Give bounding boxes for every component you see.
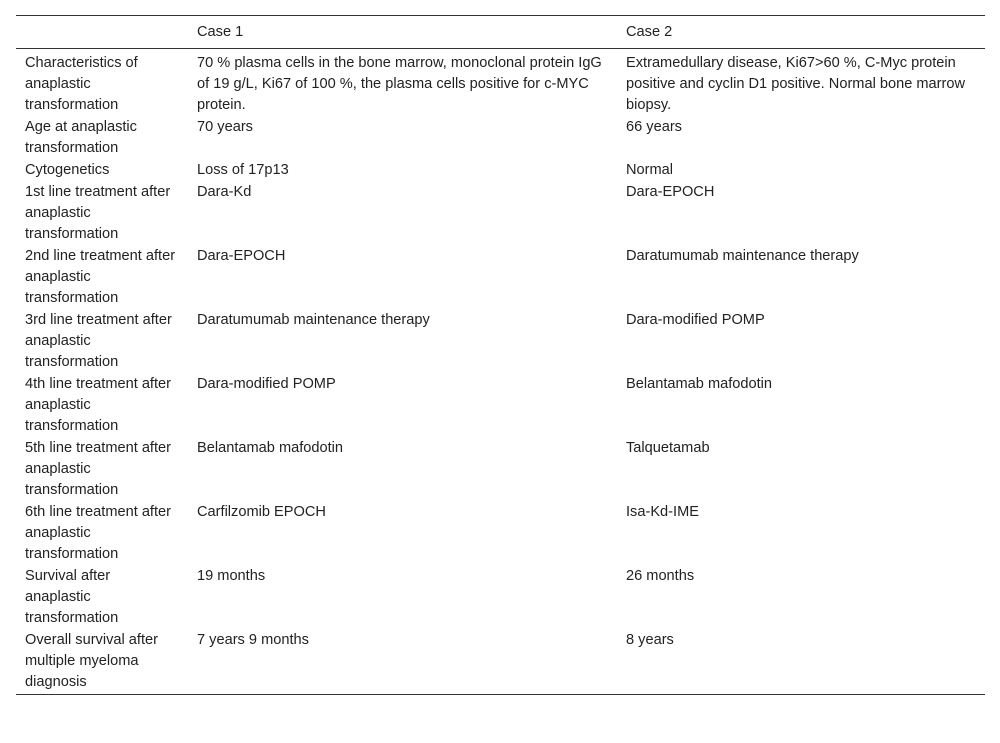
case-1-value: 70 % plasma cells in the bone marrow, monoclonal protein IgG of 19 g/L, Ki67 of 100 %, the plasma cells positive for c-MYC protein. (197, 55, 602, 113)
header-cell-case-2: Case 2 (626, 24, 673, 40)
table-row (16, 566, 985, 630)
case-comparison-table-container (16, 15, 985, 695)
row-label: 2nd line treatment after anaplastic transformation (25, 248, 176, 306)
case-2-value: Normal (626, 162, 674, 178)
case-2-value: Isa-Kd-IME (626, 504, 699, 520)
case-comparison-table (16, 15, 985, 695)
case-1-value: 19 months (197, 568, 266, 584)
case-1-value: Dara-Kd (197, 184, 252, 200)
row-label: 1st line treatment after anaplastic transformation (25, 184, 171, 242)
table-header (16, 16, 985, 49)
case-2-value: 8 years (626, 632, 674, 648)
table-row (16, 182, 985, 246)
row-label: Cytogenetics (25, 162, 110, 178)
row-label: 3rd line treatment after anaplastic transformation (25, 312, 172, 370)
case-2-value: Belantamab mafodotin (626, 376, 773, 392)
table-row (16, 160, 985, 182)
row-label: 5th line treatment after anaplastic transformation (25, 440, 172, 498)
header-row (16, 16, 985, 49)
case-1-value: 7 years 9 months (197, 632, 309, 648)
table-row (16, 374, 985, 438)
case-2-value: Dara-EPOCH (626, 184, 715, 200)
case-1-value: Carfilzomib EPOCH (197, 504, 326, 520)
row-label: Characteristics of anaplastic transformation (25, 55, 138, 113)
header-cell-case-1: Case 1 (197, 24, 244, 40)
case-2-value: Extramedullary disease, Ki67>60 %, C-Myc protein positive and cyclin D1 positive. Normal bone marrow biopsy. (626, 55, 966, 113)
case-1-value: Dara-EPOCH (197, 248, 286, 264)
case-1-value: Dara-modified POMP (197, 376, 336, 392)
header-cell-label (16, 16, 188, 49)
row-label: Overall survival after multiple myeloma diagnosis (25, 632, 159, 690)
table-row (16, 502, 985, 566)
case-2-value: 66 years (626, 119, 682, 135)
case-2-value: Dara-modified POMP (626, 312, 765, 328)
case-2-value: Talquetamab (626, 440, 710, 456)
table-row (16, 246, 985, 310)
row-label: Survival after anaplastic transformation (25, 568, 119, 626)
case-1-value: Belantamab mafodotin (197, 440, 344, 456)
table-row (16, 310, 985, 374)
case-2-value: Daratumumab maintenance therapy (626, 248, 859, 264)
table-row (16, 630, 985, 695)
case-1-value: Daratumumab maintenance therapy (197, 312, 430, 328)
case-2-value: 26 months (626, 568, 695, 584)
table-row (16, 49, 985, 118)
row-label: Age at anaplastic transformation (25, 119, 137, 156)
table-row (16, 438, 985, 502)
table-row (16, 117, 985, 160)
table-body (16, 49, 985, 695)
row-label: 6th line treatment after anaplastic transformation (25, 504, 172, 562)
case-1-value: Loss of 17p13 (197, 162, 289, 178)
case-1-value: 70 years (197, 119, 253, 135)
row-label: 4th line treatment after anaplastic transformation (25, 376, 172, 434)
